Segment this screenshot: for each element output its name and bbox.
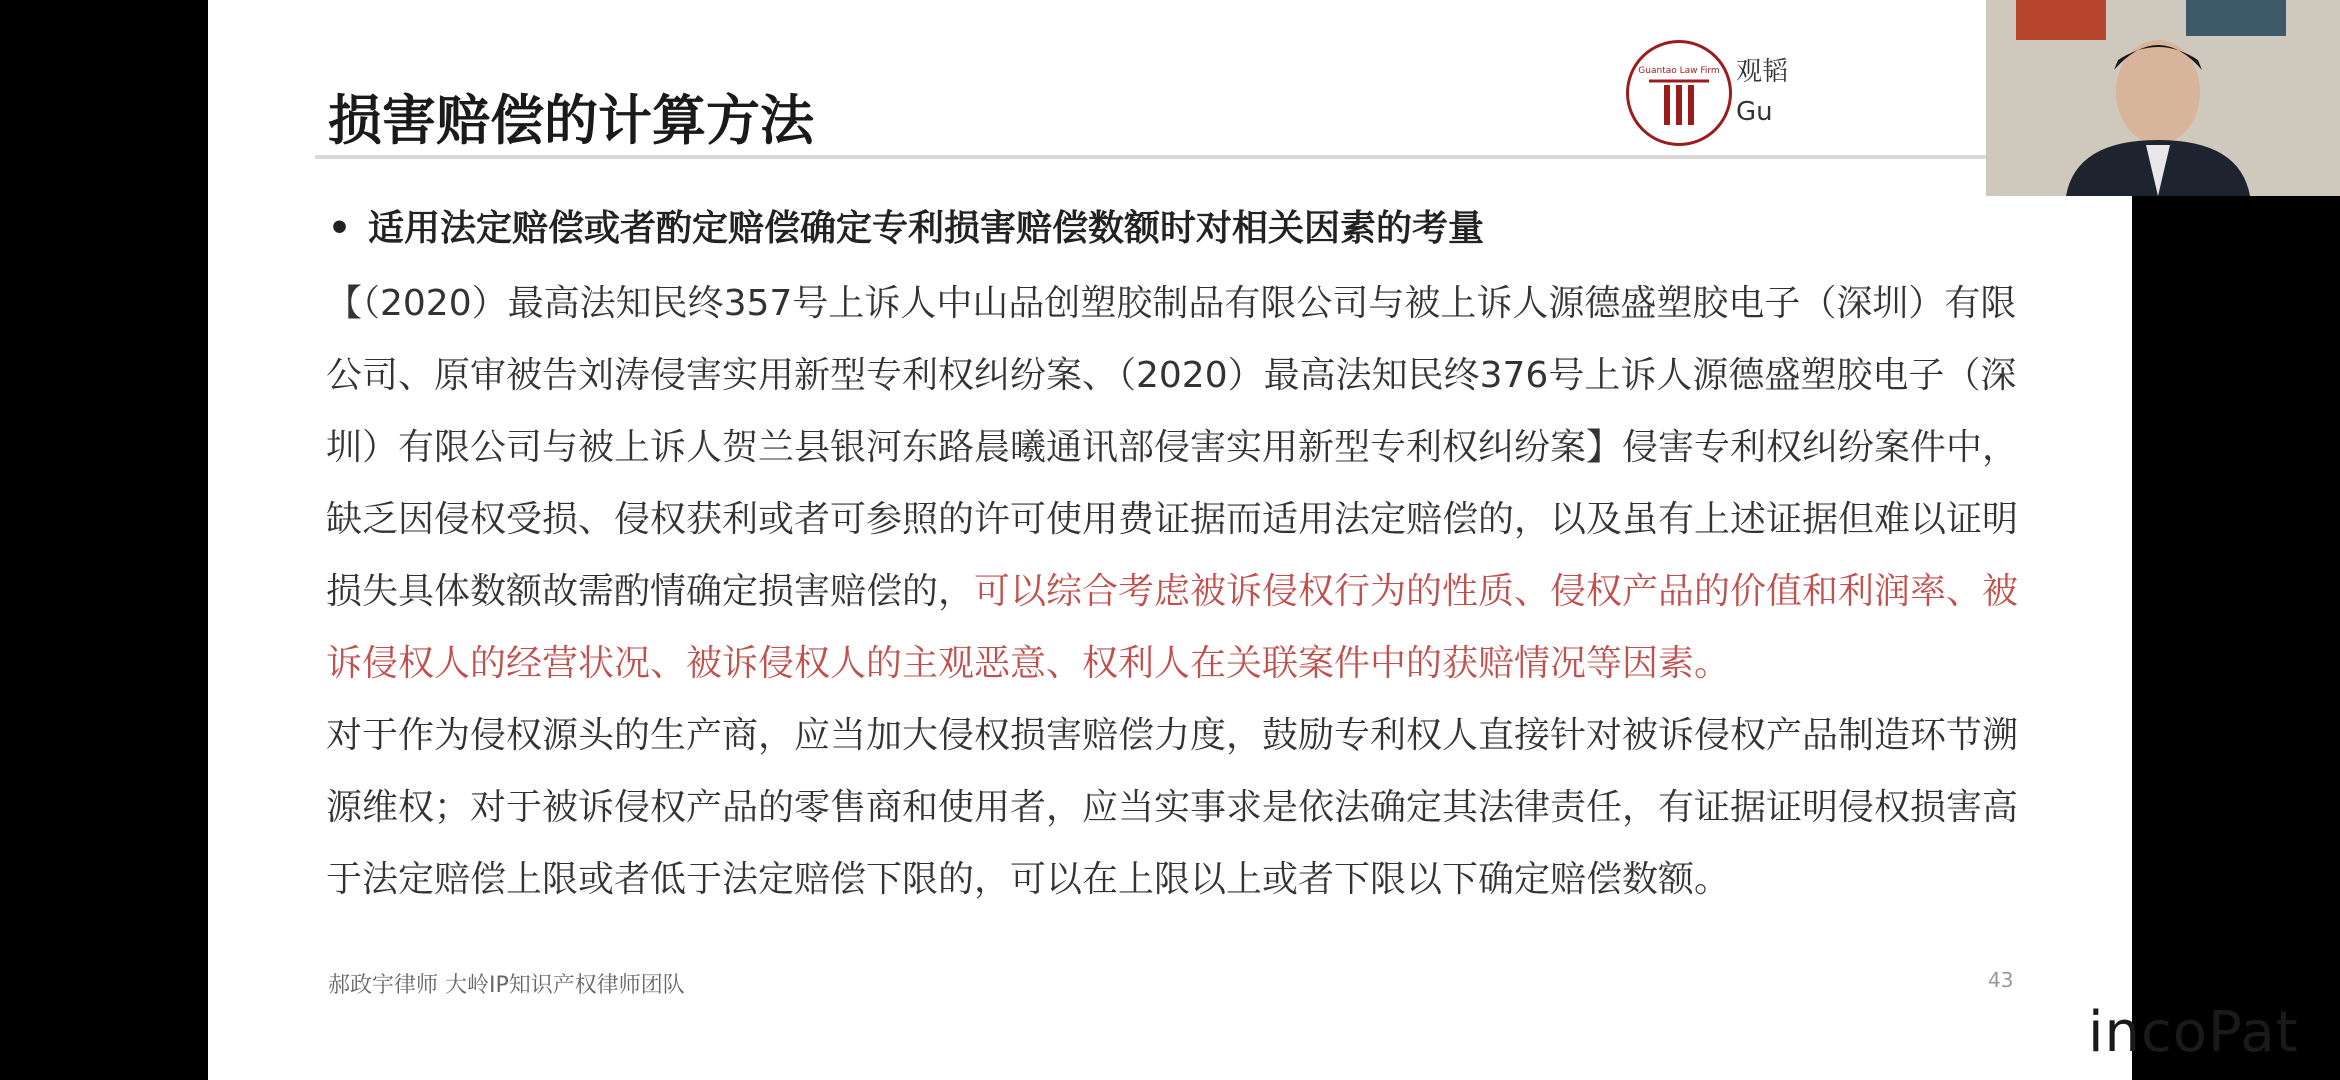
- paragraph-1-highlight: 可以综合考虑被诉侵权行为的性质、侵权产品的价值和利润率、被诉侵权人的经营状况、被诉侵权人的主观恶意、权利人在关联案件中的获赔情况等因素。: [326, 571, 2019, 684]
- paragraph-1-text: 【（2020）最高法知民终357号上诉人中山品创塑胶制品有限公司与被上诉人源德盛塑胶电子（深圳）有限公司、原审被告刘涛侵害实用新型专利权纠纷案、（2020）最高法知民终376号上诉人源德盛塑胶电子（深圳）有限公司与被上诉人贺兰县银河东路晨曦通讯部侵害实用新型专利权纠纷案】侵害专利权纠纷案件中，缺乏因侵权受损、侵权获利或者可参照的许可使用费证据而适用法定赔偿的，以及虽有上述证据但难以证明损失具体数额故需酌情确定损害赔偿的，: [326, 283, 2019, 612]
- slide-footer: 郝政宇律师 大岭IP知识产权律师团队: [328, 973, 685, 998]
- incopat-watermark: incoPat: [2088, 1000, 2299, 1065]
- slide: [208, 0, 2299, 1080]
- firm-logo-icon: [1626, 40, 1732, 146]
- bullet-heading: [328, 200, 1484, 251]
- paragraph-1: [326, 268, 2036, 700]
- title-divider: [315, 155, 2015, 159]
- paragraph-2: 对于作为侵权源头的生产商，应当加大侵权损害赔偿力度，鼓励专利权人直接针对被诉侵权产品制造环节溯源维权；对于被诉侵权产品的零售商和使用者，应当实事求是依法确定其法律责任，有证据证明侵权损害高于法定赔偿上限或者低于法定赔偿下限的，可以在上限以上或者下限以下确定赔偿数额。: [326, 715, 2019, 900]
- presenter-video: [1986, 0, 2340, 196]
- firm-name-en: Gu: [1736, 97, 1773, 127]
- slide-title: 损害赔偿的计算方法: [328, 89, 814, 152]
- logo-circle-text: Guantao Law Firm: [1638, 66, 1720, 76]
- firm-name-cn: 观韬: [1736, 57, 1789, 87]
- bullet-icon: •: [328, 208, 352, 249]
- slide-body: [326, 268, 2036, 916]
- firm-name: [1736, 52, 1788, 132]
- bullet-text: 适用法定赔偿或者酌定赔偿确定专利损害赔偿数额时对相关因素的考量: [368, 208, 1485, 249]
- page-number: 43: [1988, 968, 2014, 992]
